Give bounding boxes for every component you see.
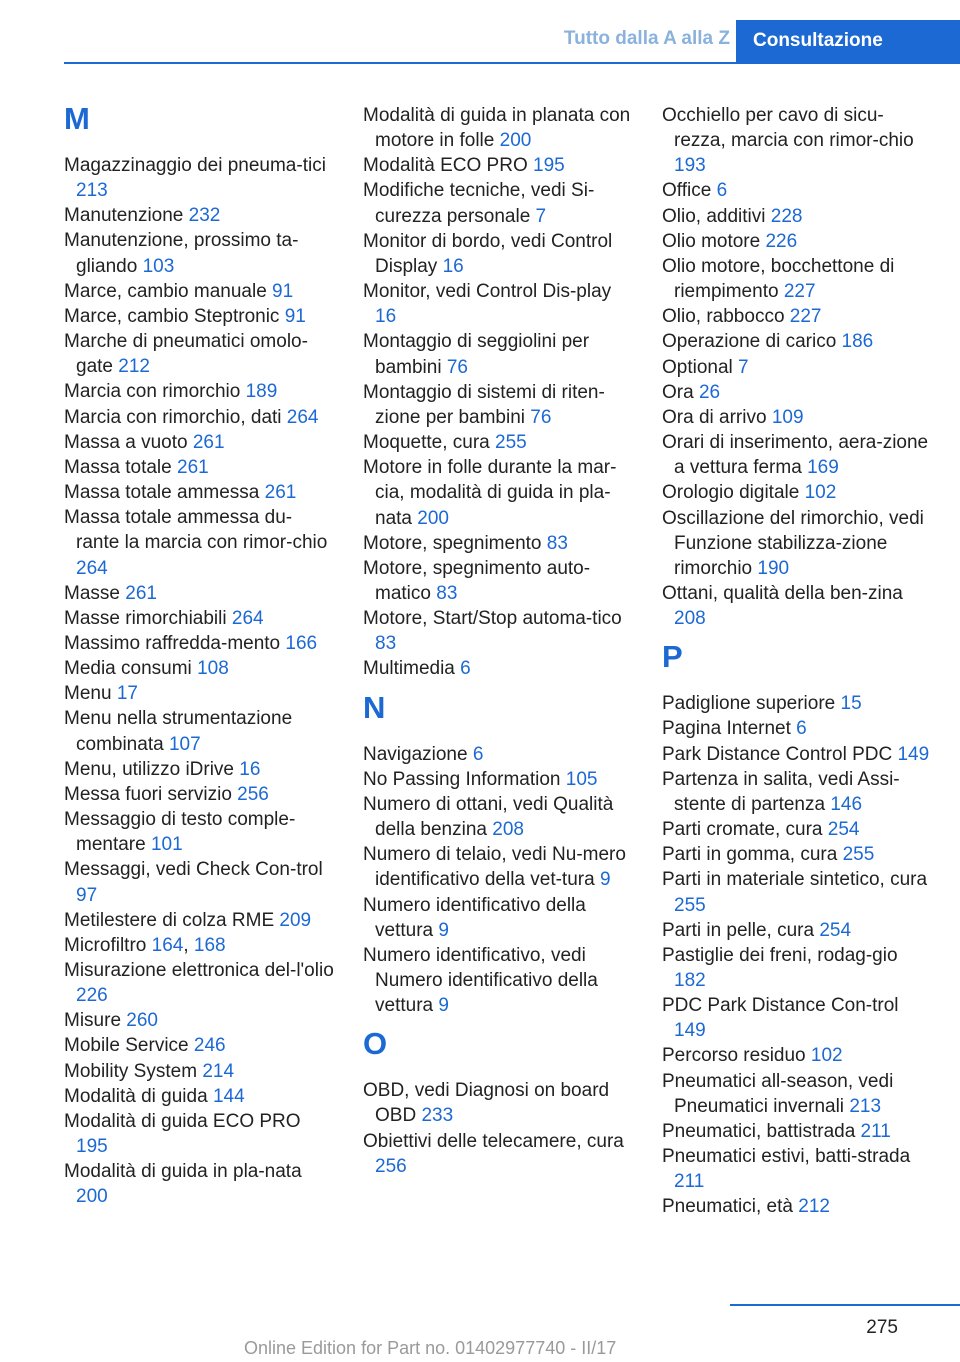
index-entry xyxy=(64,1008,334,1033)
index-entry xyxy=(662,405,932,430)
index-entry-term: Multimedia xyxy=(363,658,461,680)
index-entry-term: Monitor di bordo, vedi Control Display xyxy=(363,230,613,277)
index-entry-term: Magazzinaggio dei pneuma-tici xyxy=(64,155,326,176)
index-entry xyxy=(662,691,932,716)
page-reference-link[interactable]: 6 xyxy=(460,658,471,680)
index-entry-term: Massa totale ammessa du-rante la marcia con rimor-chio xyxy=(64,507,328,554)
index-entry-term: Messa fuori servizio xyxy=(64,783,238,805)
index-entry xyxy=(64,681,334,706)
page-reference-link[interactable]: 255 xyxy=(842,844,875,866)
page-reference-link[interactable]: 149 xyxy=(897,743,930,765)
index-entry xyxy=(64,857,334,907)
index-entry xyxy=(662,229,932,254)
index-entry-term: Motore in folle durante la mar-cia, modalità di guida in pla-nata xyxy=(363,457,617,529)
index-entry xyxy=(363,229,633,279)
index-entry xyxy=(64,706,334,756)
index-entry-term: Manutenzione, prossimo ta-gliando xyxy=(64,230,299,277)
page-reference-link[interactable]: 144 xyxy=(212,1085,245,1107)
index-entry xyxy=(363,279,633,329)
index-entry xyxy=(64,656,334,681)
page-reference-link[interactable]: 16 xyxy=(375,306,397,328)
index-entry xyxy=(64,1159,334,1209)
page-reference-link[interactable]: 232 xyxy=(188,205,221,227)
page-reference-link[interactable]: 102 xyxy=(810,1045,843,1067)
index-letter-m: M xyxy=(64,101,90,136)
index-entry-term: Massa totale ammessa xyxy=(64,482,265,504)
index-entry-term: Modalità di guida xyxy=(64,1085,213,1107)
index-entry xyxy=(64,480,334,505)
index-entry-term: Occhiello per cavo di sicu-rezza, marcia con rimor-chio xyxy=(662,105,914,152)
index-entry-term: Olio motore, bocchettone di riempimento xyxy=(662,255,895,303)
index-entry xyxy=(363,893,633,943)
index-entry xyxy=(64,1109,334,1159)
index-entry-term: Olio, additivi xyxy=(662,205,771,227)
index-entry-term: Navigazione xyxy=(363,743,473,765)
index-entry xyxy=(363,430,633,455)
index-entry-term: Pagina Internet xyxy=(662,718,797,740)
index-entry xyxy=(363,842,633,892)
index-column-1 xyxy=(64,103,334,1210)
page-reference-link[interactable]: 193 xyxy=(674,155,706,177)
page-reference-link[interactable]: 246 xyxy=(193,1035,226,1057)
index-entry xyxy=(662,1069,932,1119)
page-reference-link[interactable]: 227 xyxy=(789,306,822,328)
page-reference-link[interactable]: 26 xyxy=(698,381,721,403)
index-entry-term: Pneumatici all-season, vedi Pneumatici invernali xyxy=(662,1070,894,1117)
index-entry xyxy=(363,556,633,606)
index-entry xyxy=(662,842,932,867)
index-entry xyxy=(363,943,633,1018)
index-entry xyxy=(662,380,932,405)
index-entry-term: Marce, cambio manuale xyxy=(64,280,273,302)
index-entry-term: Office xyxy=(662,180,717,202)
index-entry xyxy=(662,1144,932,1194)
index-entry-term: Montaggio di seggiolini per bambini xyxy=(363,331,590,378)
page-reference-link[interactable]: 9 xyxy=(438,919,449,941)
index-entry xyxy=(64,757,334,782)
index-entry-term: Masse xyxy=(64,582,126,604)
page-reference-link[interactable]: 256 xyxy=(375,1155,407,1177)
page-reference-link[interactable]: 149 xyxy=(674,1020,706,1042)
index-entry-term: Modalità di guida in planata con motore in folle xyxy=(363,105,631,152)
page-reference-link[interactable]: 228 xyxy=(770,205,803,227)
index-entry xyxy=(662,506,932,581)
page-reference-link[interactable]: 9 xyxy=(438,995,449,1017)
index-entry-term: Monitor, vedi Control Dis-play xyxy=(363,281,612,303)
page-reference-link[interactable]: 16 xyxy=(239,758,261,780)
index-entry xyxy=(64,807,334,857)
index-entry-term: Orari di inserimento, aera-zione a vettura ferma xyxy=(662,432,929,479)
index-entry-term: Ora xyxy=(662,381,699,403)
index-entry xyxy=(64,379,334,404)
index-letter-o: O xyxy=(363,1026,388,1062)
page-reference-link[interactable]: 208 xyxy=(674,608,706,630)
index-entry-term: Massimo raffredda-mento xyxy=(64,632,286,654)
index-entry xyxy=(363,767,633,792)
index-entry xyxy=(64,153,334,203)
page-reference-link[interactable]: 211 xyxy=(860,1120,891,1142)
index-entry-term: Padiglione superiore xyxy=(662,693,841,715)
index-entry-term: Messaggi, vedi Check Con-trol xyxy=(64,859,323,881)
page-reference-link[interactable]: 213 xyxy=(76,180,108,202)
index-entry-term: Orologio digitale xyxy=(662,482,805,504)
page-reference-link[interactable]: 213 xyxy=(849,1095,882,1117)
index-entry-term: Operazione di carico xyxy=(662,331,842,353)
page-header xyxy=(0,0,960,62)
index-entry-term: Park Distance Control PDC xyxy=(662,743,898,765)
index-entry-term: Olio, rabbocco xyxy=(662,306,790,328)
index-entry xyxy=(662,993,932,1043)
index-entry xyxy=(64,1059,334,1084)
index-entry xyxy=(363,103,633,153)
index-entry xyxy=(64,782,334,807)
index-entry-term: Microfiltro xyxy=(64,934,152,956)
index-entry xyxy=(662,329,932,354)
page-reference-link[interactable]: 91 xyxy=(272,280,294,302)
page-reference-link[interactable]: 264 xyxy=(76,557,108,579)
index-entry-term: PDC Park Distance Con-trol xyxy=(662,995,899,1017)
index-entry-term: Misurazione elettronica del-l'olio xyxy=(64,960,334,981)
page-reference-link[interactable]: 261 xyxy=(125,582,157,604)
page-reference-link[interactable]: 212 xyxy=(798,1196,830,1218)
page-reference-link[interactable]: 109 xyxy=(771,406,804,428)
header-rule xyxy=(64,62,960,64)
page-reference-link[interactable]: 255 xyxy=(495,432,527,454)
index-entry-term: Parti in materiale sintetico, cura xyxy=(662,869,928,891)
page-reference-link[interactable]: 254 xyxy=(819,919,852,941)
index-entry xyxy=(64,455,334,480)
index-entry xyxy=(662,943,932,993)
index-entry xyxy=(662,103,932,178)
page-reference-link[interactable]: 105 xyxy=(565,768,598,790)
index-entry xyxy=(363,329,633,379)
page-reference-link[interactable]: 212 xyxy=(118,356,150,378)
index-entry xyxy=(64,405,334,430)
page-reference-link[interactable]: 102 xyxy=(804,482,837,504)
index-entry xyxy=(64,581,334,606)
index-letter-n: N xyxy=(363,689,386,725)
header-section-title: Tutto dalla A alla Z xyxy=(563,28,730,49)
index-entry-term: Ora di arrivo xyxy=(662,406,772,428)
index-entry xyxy=(64,505,334,580)
index-entry: Microfiltro 164, 168 xyxy=(64,934,226,956)
index-entry-term: Marcia con rimorchio xyxy=(64,381,246,403)
index-entry-term: Partenza in salita, vedi Assi-stente di partenza xyxy=(662,768,900,815)
page-reference-link[interactable]: 254 xyxy=(827,819,860,841)
index-entry-term: Parti cromate, cura xyxy=(662,819,828,841)
index-entry xyxy=(363,1129,633,1179)
index-entry-term: Menu nella strumentazione combinata xyxy=(64,708,293,755)
index-entry xyxy=(363,531,633,556)
index-entry-term: Modalità ECO PRO xyxy=(363,155,533,177)
page-reference-link[interactable]: 7 xyxy=(535,205,547,227)
index-entry-term: Masse rimorchiabili xyxy=(64,607,232,629)
page-reference-link[interactable]: 83 xyxy=(375,633,397,655)
page-reference-link[interactable]: 83 xyxy=(546,532,568,554)
index-entry-term: Montaggio di sistemi di riten-zione per bambini xyxy=(363,381,605,428)
index-entry xyxy=(64,958,334,1008)
page-reference-link[interactable]: 264 xyxy=(286,406,319,428)
page-reference-link[interactable]: 101 xyxy=(150,834,183,856)
index-entry xyxy=(662,581,932,631)
index-entry xyxy=(64,304,334,329)
index-entry-term: Parti in pelle, cura xyxy=(662,919,820,941)
index-entry-term: Parti in gomma, cura xyxy=(662,844,843,866)
page-reference-link[interactable]: 7 xyxy=(738,356,749,378)
page-reference-link[interactable]: 214 xyxy=(202,1060,235,1082)
page-reference-link[interactable]: 146 xyxy=(830,793,863,815)
page-reference-link[interactable]: 256 xyxy=(237,783,269,805)
page-reference-link[interactable]: 169 xyxy=(807,457,839,479)
index-entry xyxy=(363,178,633,228)
page-reference-link[interactable]: 168 xyxy=(193,934,226,956)
page-reference-link[interactable]: 233 xyxy=(421,1105,454,1127)
page-reference-link[interactable]: 107 xyxy=(168,733,201,755)
page-reference-link[interactable]: 195 xyxy=(533,155,565,177)
index-entry-term: Menu, utilizzo iDrive xyxy=(64,758,240,780)
page-reference-link[interactable]: 255 xyxy=(674,894,706,916)
page-reference-link[interactable]: 208 xyxy=(492,819,524,841)
index-entry xyxy=(363,656,633,681)
index-entry xyxy=(662,204,932,229)
page-reference-link[interactable]: 76 xyxy=(530,406,552,428)
index-entry xyxy=(662,304,932,329)
page-reference-link[interactable]: 261 xyxy=(192,431,225,453)
index-entry-term: No Passing Information xyxy=(363,768,566,790)
index-entry-term: Marcia con rimorchio, dati xyxy=(64,406,287,428)
page-reference-link[interactable]: 15 xyxy=(840,693,862,715)
index-entry xyxy=(662,1119,932,1144)
index-letter-p: P xyxy=(662,639,683,675)
index-entry xyxy=(662,178,932,203)
index-entry-term: Mobility System xyxy=(64,1060,203,1082)
index-entry-term: Modalità di guida ECO PRO xyxy=(64,1110,301,1132)
index-entry-term: Numero identificativo della vettura xyxy=(363,894,586,941)
page-reference-link[interactable]: 17 xyxy=(116,683,138,705)
page-reference-link[interactable]: 190 xyxy=(757,557,790,579)
page-reference-link[interactable]: 209 xyxy=(279,909,312,931)
page-reference-link[interactable]: 264 xyxy=(231,607,264,629)
index-column-2 xyxy=(363,103,633,1179)
index-entry-term: Optional xyxy=(662,356,739,378)
page-reference-link[interactable]: 166 xyxy=(285,632,318,654)
page-reference-link[interactable]: 189 xyxy=(245,381,278,403)
index-entry-term: Motore, spegnimento xyxy=(363,532,547,554)
index-entry-term: Percorso residuo xyxy=(662,1045,811,1067)
index-entry xyxy=(662,480,932,505)
page-reference-link[interactable]: 211 xyxy=(674,1171,705,1193)
page-reference-link[interactable]: 226 xyxy=(76,985,108,1007)
index-entry-term: Motore, spegnimento auto-matico xyxy=(363,557,591,604)
index-entry xyxy=(64,606,334,631)
index-entry xyxy=(363,1078,633,1128)
index-entry-term: Menu xyxy=(64,683,117,705)
index-entry-term: Metilestere di colza RME xyxy=(64,909,280,931)
index-entry xyxy=(662,817,932,842)
footer-rule xyxy=(730,1304,960,1306)
index-entry-term: Manutenzione xyxy=(64,205,189,227)
page-reference-link[interactable]: 103 xyxy=(142,255,175,277)
index-entry xyxy=(662,867,932,917)
page-reference-link[interactable]: 195 xyxy=(76,1136,108,1158)
index-entry-term: Messaggio di testo comple-mentare xyxy=(64,809,296,856)
page-reference-link[interactable]: 260 xyxy=(126,1010,158,1032)
index-entry-term: Oscillazione del rimorchio, vedi Funzione stabilizza-zione rimorchio xyxy=(662,507,924,579)
index-entry xyxy=(64,908,334,933)
index-entry-term: Massa totale xyxy=(64,456,177,478)
index-entry xyxy=(363,455,633,530)
page-reference-link[interactable]: 6 xyxy=(796,718,807,740)
index-entry-term: Ottani, qualità della ben-zina xyxy=(662,582,903,604)
page-reference-link[interactable]: 200 xyxy=(499,130,532,152)
page-reference-link[interactable]: 261 xyxy=(264,482,297,504)
page-reference-link[interactable]: 227 xyxy=(783,281,816,303)
index-entry xyxy=(363,380,633,430)
index-entry xyxy=(64,1033,334,1058)
index-entry xyxy=(662,355,932,380)
index-entry xyxy=(662,1194,932,1219)
page-reference-link[interactable]: 83 xyxy=(436,582,458,604)
page-reference-link[interactable]: 108 xyxy=(197,658,229,680)
index-entry-term: Media consumi xyxy=(64,658,198,680)
index-entry xyxy=(662,430,932,480)
page-reference-link[interactable]: 182 xyxy=(674,970,706,991)
index-entry-term: Massa a vuoto xyxy=(64,431,193,453)
index-entry-term: Pneumatici, età xyxy=(662,1196,799,1218)
index-entry-term: Motore, Start/Stop automa-tico xyxy=(363,608,622,630)
page-number: 275 xyxy=(866,1317,898,1338)
page-reference-link[interactable]: 16 xyxy=(442,255,464,277)
page-reference-link[interactable]: 200 xyxy=(417,507,449,529)
index-entry-term: Pneumatici, battistrada xyxy=(662,1120,861,1142)
page-reference-link[interactable]: 9 xyxy=(599,869,611,891)
index-entry xyxy=(662,742,932,767)
index-entry xyxy=(363,606,633,656)
index-entry xyxy=(662,716,932,741)
index-entry-term: Numero identificativo, vedi Numero identificativo della vettura xyxy=(363,944,598,1017)
index-entry-term: Marche di pneumatici omolo-gate xyxy=(64,331,308,378)
page-reference-link[interactable]: 261 xyxy=(177,456,209,478)
page-reference-link[interactable]: 186 xyxy=(841,331,874,353)
index-entry xyxy=(64,228,334,278)
index-entry-term: Mobile Service xyxy=(64,1035,194,1057)
index-entry xyxy=(64,631,334,656)
page-reference-link[interactable]: 91 xyxy=(284,305,306,327)
index-entry-term: Obiettivi delle telecamere, cura xyxy=(363,1130,624,1152)
index-entry-term: Olio motore xyxy=(662,230,766,252)
index-entry xyxy=(662,767,932,817)
index-entry xyxy=(662,918,932,943)
index-entry-term: Misure xyxy=(64,1010,127,1032)
index-entry-term: Marce, cambio Steptronic xyxy=(64,305,285,327)
index-entry xyxy=(64,279,334,304)
index-entry-term: Pneumatici estivi, batti-strada xyxy=(662,1146,911,1168)
page-reference-link[interactable]: 226 xyxy=(765,230,798,252)
index-entry xyxy=(64,1084,334,1109)
index-entry xyxy=(363,792,633,842)
index-entry xyxy=(64,430,334,455)
index-entry-term: Modifiche tecniche, vedi Si-curezza personale xyxy=(363,180,595,227)
page-reference-link[interactable]: 6 xyxy=(716,180,728,202)
index-entry-term: Modalità di guida in pla-nata xyxy=(64,1161,302,1183)
index-entry-term: Pastiglie dei freni, rodag-gio xyxy=(662,944,898,966)
index-column-3 xyxy=(662,103,932,1220)
index-entry-term: Numero di ottani, vedi Qualità della benzina xyxy=(363,793,614,841)
page-reference-link[interactable]: 200 xyxy=(76,1186,108,1208)
index-entry-term: Moquette, cura xyxy=(363,432,496,454)
index-entry-term: OBD, vedi Diagnosi on board OBD xyxy=(363,1080,610,1127)
index-entry xyxy=(662,254,932,304)
index-entry xyxy=(363,742,633,767)
page-reference-link[interactable]: 97 xyxy=(76,884,98,906)
page-reference-link[interactable]: 76 xyxy=(446,356,468,378)
index-entry xyxy=(64,329,334,379)
edition-footer: Online Edition for Part no. 01402977740 - II/17 xyxy=(244,1338,617,1358)
index-entry xyxy=(662,1043,932,1068)
index-entry xyxy=(64,203,334,228)
index-entry-term: Numero di telaio, vedi Nu-mero identificativo della vet-tura xyxy=(363,844,626,891)
header-chapter-tab: Consultazione xyxy=(736,20,960,62)
page-reference-link[interactable]: 6 xyxy=(472,743,484,765)
page-reference-link[interactable]: 164 xyxy=(151,934,184,956)
index-entry xyxy=(363,153,633,178)
